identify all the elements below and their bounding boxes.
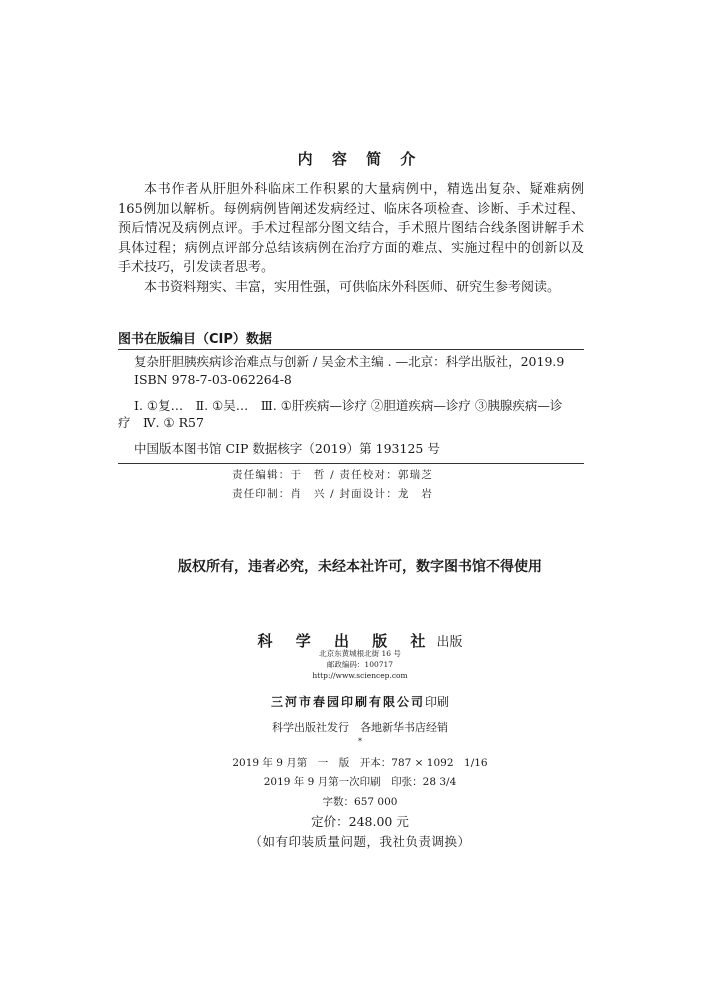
- quality-notice: （如有印装质量问题，我社负责调换）: [249, 834, 471, 849]
- cip-record-number: 中国版本图书馆 CIP 数据核字（2019）第 193125 号: [134, 441, 440, 456]
- word-count: 字数：657 000: [322, 796, 398, 808]
- publisher-postcode: 邮政编码：100717: [326, 660, 394, 669]
- edition-line: 2019 年 9 月第 一 版 开本：787 × 1092 1/16: [232, 757, 488, 769]
- cip-top-rule: [118, 349, 584, 350]
- cip-bottom-rule: [118, 463, 584, 464]
- printer-suffix: 印刷: [425, 695, 450, 709]
- price: 定价：248.00 元: [311, 814, 409, 829]
- cip-heading: 图书在版编目（CIP）数据: [118, 332, 272, 347]
- summary-paragraph: 本书作者从肝胆外科临床工作积累的大量病例中，精选出复杂、疑难病例165例加以解析。每例病例皆阐述发病经过、临床各项检查、诊断、手术过程、预后情况及病例点评。手术过程部分图文结合，手术照片图结合线条图讲解手术具体过程；病例点评部分总结该病例在治疗方面的难点、实施过程中的创新以及手术技巧，引发读者思考。: [118, 182, 584, 276]
- publisher-suffix: 出版: [436, 635, 463, 650]
- publisher-line: [0, 630, 720, 651]
- publisher-logo-text: 科 学 出 版 社: [257, 632, 435, 650]
- cip-classification: [118, 397, 584, 431]
- printer-line: [0, 693, 720, 710]
- cip-isbn: ISBN 978-7-03-062264-8: [134, 372, 292, 387]
- summary-body: [118, 180, 584, 298]
- separator-star: *: [358, 737, 362, 746]
- cip-classification-line: 疗 Ⅳ. ① R57: [118, 415, 204, 430]
- copyright-notice: 版权所有，违者必究，未经本社许可，数字图书馆不得使用: [178, 559, 542, 575]
- cip-classification-line: Ⅰ. ①复… Ⅱ. ①吴… Ⅲ. ①肝疾病—诊疗 ②胆道疾病—诊疗 ③胰腺疾病—诊: [134, 398, 563, 413]
- printer-name: 三河市春园印刷有限公司: [270, 695, 425, 709]
- printing-line: 2019 年 9 月第一次印刷 印张：28 3/4: [263, 776, 457, 788]
- summary-paragraph: 本书资料翔实、丰富，实用性强，可供临床外科医师、研究生参考阅读。: [144, 279, 561, 295]
- cip-title-line: 复杂肝胆胰疾病诊治难点与创新 / 吴金术主编 . —北京：科学出版社，2019.9: [134, 354, 565, 369]
- publisher-address: 北京东黄城根北街 16 号: [319, 649, 401, 658]
- publisher-website: http://www.sciencep.com: [312, 671, 408, 680]
- summary-title: 内 容 简 介: [297, 150, 423, 168]
- staff-line: 责任编辑：于 哲 / 责任校对：郭瑞芝: [232, 469, 434, 481]
- staff-line: 责任印制：肖 兴 / 封面设计：龙 岩: [232, 488, 434, 500]
- distribution-line: 科学出版社发行 各地新华书店经销: [272, 721, 448, 734]
